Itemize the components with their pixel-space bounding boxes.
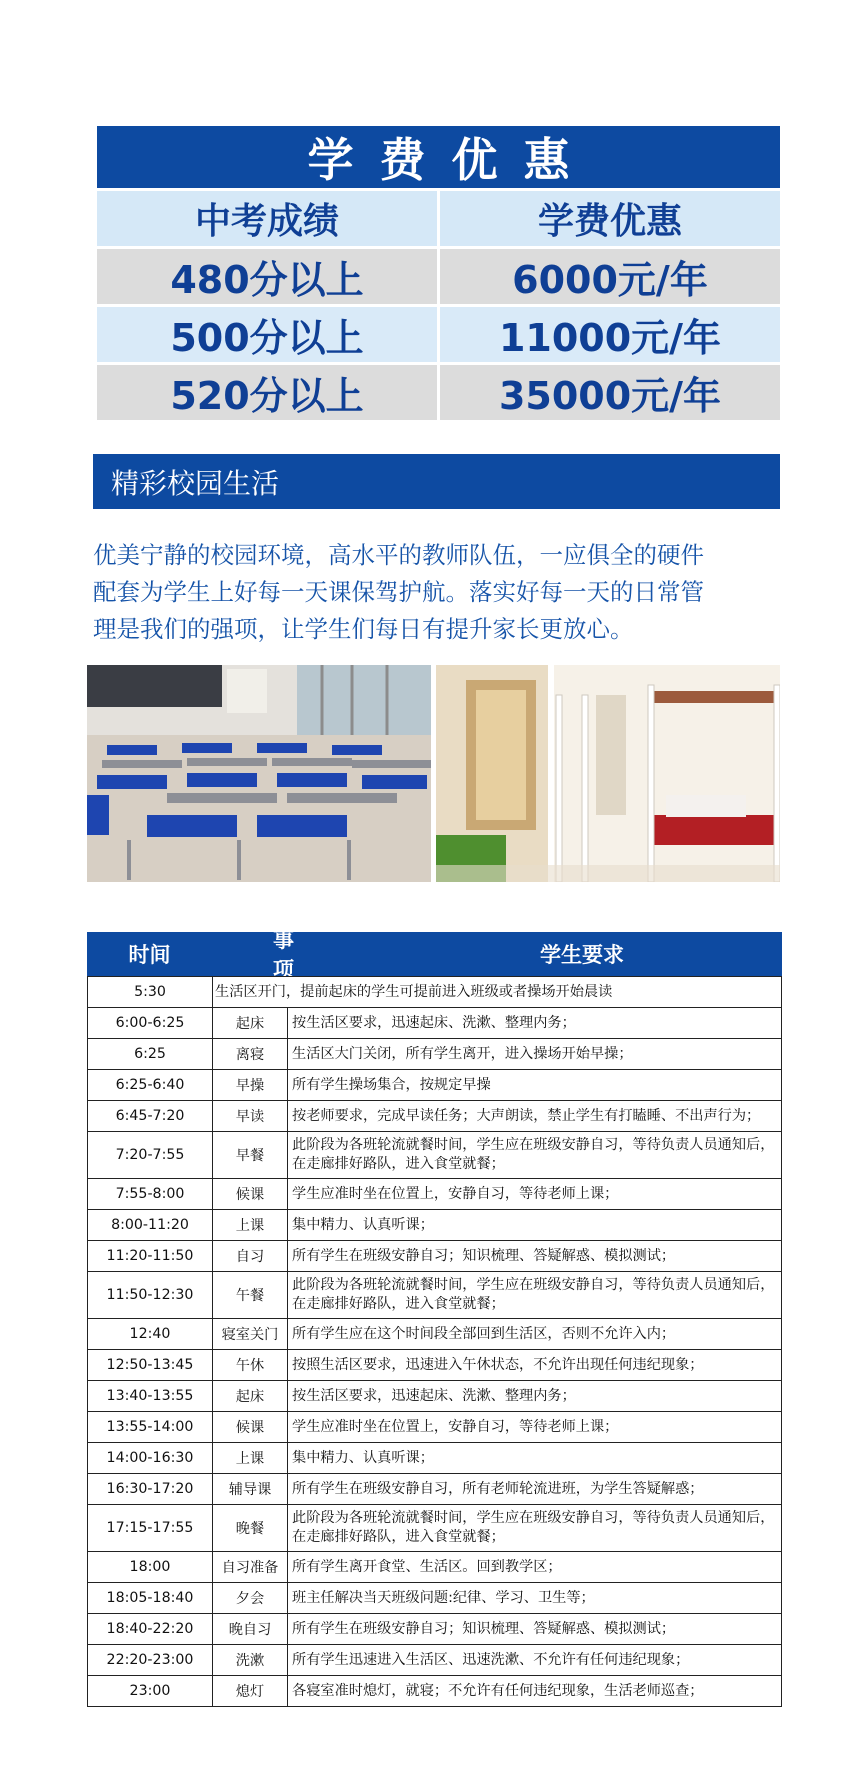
tuition-title: 学费优惠 [97,126,780,188]
schedule-requirement: 所有学生在班级安静自习，所有老师轮流进班，为学生答疑解惑； [288,1474,782,1505]
schedule-item: 洗漱 [213,1645,288,1676]
schedule-requirement: 按生活区要求，迅速起床、洗漱、整理内务； [288,1008,782,1039]
schedule-time: 5:30 [88,977,213,1008]
table-row [88,1474,782,1505]
schedule-time: 18:05-18:40 [88,1583,213,1614]
schedule-item: 辅导课 [213,1474,288,1505]
table-row [88,1505,782,1552]
schedule-table [87,976,782,1707]
schedule-time: 7:20-7:55 [88,1132,213,1179]
schedule-time: 12:50-13:45 [88,1350,213,1381]
table-row [88,1676,782,1707]
table-row [88,1132,782,1179]
schedule-header [87,928,782,982]
schedule-time: 13:55-14:00 [88,1412,213,1443]
table-row [88,1210,782,1241]
schedule-item: 离寝 [213,1039,288,1070]
schedule-item: 候课 [213,1179,288,1210]
table-row [88,1381,782,1412]
campus-description [93,537,793,648]
schedule-item: 起床 [213,1381,288,1412]
schedule-header-time: 时间 [128,943,171,967]
schedule-requirement: 集中精力、认真听课； [288,1443,782,1474]
schedule-time: 11:20-11:50 [88,1241,213,1272]
schedule-item: 上课 [213,1210,288,1241]
schedule-time: 13:40-13:55 [88,1381,213,1412]
schedule-requirement: 所有学生应在这个时间段全部回到生活区，否则不允许入内； [288,1319,782,1350]
schedule-time: 8:00-11:20 [88,1210,213,1241]
schedule-item: 起床 [213,1008,288,1039]
campus-life-banner: 精彩校园生活 [93,454,780,509]
campus-desc-line: 配套为学生上好每一天课保驾护航。落实好每一天的日常管 [93,578,704,606]
schedule-time: 6:45-7:20 [88,1101,213,1132]
schedule-item: 寝室关门 [213,1319,288,1350]
schedule-requirement: 此阶段为各班轮流就餐时间，学生应在班级安静自习，等待负责人员通知后，在走廊排好路队，进入食堂就餐； [288,1505,782,1552]
table-row [88,1319,782,1350]
schedule-requirement: 按照生活区要求，迅速进入午休状态，不允许出现任何违纪现象； [288,1350,782,1381]
tuition-score: 520分以上 [97,365,437,420]
schedule-time: 18:40-22:20 [88,1614,213,1645]
schedule-item: 午休 [213,1350,288,1381]
table-row [88,1645,782,1676]
table-row [88,1070,782,1101]
table-row [88,1101,782,1132]
tuition-row [97,307,780,362]
table-row [88,1614,782,1645]
schedule-time: 6:25-6:40 [88,1070,213,1101]
tuition-row [97,365,780,420]
schedule-requirement: 此阶段为各班轮流就餐时间，学生应在班级安静自习，等待负责人员通知后，在走廊排好路队，进入食堂就餐； [288,1132,782,1179]
table-row [88,1552,782,1583]
schedule-item: 自习 [213,1241,288,1272]
schedule-item: 晚自习 [213,1614,288,1645]
schedule-requirement: 所有学生在班级安静自习；知识梳理、答疑解惑、模拟测试； [288,1614,782,1645]
schedule-item: 早餐 [213,1132,288,1179]
schedule-time: 14:00-16:30 [88,1443,213,1474]
table-row [88,977,782,1008]
tuition-header-score: 中考成绩 [97,191,437,246]
schedule-requirement: 所有学生离开食堂、生活区。回到教学区； [288,1552,782,1583]
tuition-price: 35000元/年 [440,365,780,420]
schedule-requirement: 所有学生迅速进入生活区、迅速洗漱、不允许有任何违纪现象； [288,1645,782,1676]
schedule-time: 18:00 [88,1552,213,1583]
schedule-header-requirement: 学生要求 [540,943,624,967]
tuition-price: 11000元/年 [440,307,780,362]
table-row [88,1583,782,1614]
schedule-item: 午餐 [213,1272,288,1319]
tuition-table [97,126,780,420]
schedule-requirement: 此阶段为各班轮流就餐时间，学生应在班级安静自习，等待负责人员通知后，在走廊排好路队，进入食堂就餐； [288,1272,782,1319]
tuition-score: 480分以上 [97,249,437,304]
schedule-item: 熄灯 [213,1676,288,1707]
schedule-time: 16:30-17:20 [88,1474,213,1505]
schedule-time: 23:00 [88,1676,213,1707]
schedule-item: 自习准备 [213,1552,288,1583]
dormitory-photo [436,665,780,882]
schedule-requirement: 所有学生在班级安静自习；知识梳理、答疑解惑、模拟测试； [288,1241,782,1272]
classroom-photo [87,665,431,882]
schedule-item: 候课 [213,1412,288,1443]
schedule-requirement: 按老师要求，完成早读任务；大声朗读，禁止学生有打瞌睡、不出声行为； [288,1101,782,1132]
schedule-requirement: 学生应准时坐在位置上，安静自习，等待老师上课； [288,1179,782,1210]
table-row [88,1350,782,1381]
schedule-time: 12:40 [88,1319,213,1350]
tuition-score: 500分以上 [97,307,437,362]
schedule-item: 早读 [213,1101,288,1132]
schedule-time: 7:55-8:00 [88,1179,213,1210]
table-row [88,1412,782,1443]
schedule-time: 11:50-12:30 [88,1272,213,1319]
table-row [88,1008,782,1039]
schedule-requirement: 所有学生操场集合，按规定早操 [288,1070,782,1101]
schedule-requirement: 学生应准时坐在位置上，安静自习，等待老师上课； [288,1412,782,1443]
table-row [88,1443,782,1474]
tuition-header-discount: 学费优惠 [440,191,780,246]
schedule-time: 22:20-23:00 [88,1645,213,1676]
schedule-requirement: 生活区大门关闭，所有学生离开，进入操场开始早操； [288,1039,782,1070]
schedule-item: 夕会 [213,1583,288,1614]
schedule-requirement: 各寝室准时熄灯，就寝；不允许有任何违纪现象，生活老师巡查； [288,1676,782,1707]
schedule-requirement: 按生活区要求，迅速起床、洗漱、整理内务； [288,1381,782,1412]
table-row [88,1241,782,1272]
schedule-time: 6:00-6:25 [88,1008,213,1039]
table-row [88,1179,782,1210]
schedule-item: 晚餐 [213,1505,288,1552]
schedule-time: 17:15-17:55 [88,1505,213,1552]
tuition-row [97,249,780,304]
tuition-header-row [97,191,780,246]
schedule-header-item: 事项 [273,928,294,982]
campus-desc-line: 理是我们的强项，让学生们每日有提升家长更放心。 [93,615,634,643]
tuition-price: 6000元/年 [440,249,780,304]
schedule-item: 早操 [213,1070,288,1101]
table-row [88,1039,782,1070]
schedule-item: 上课 [213,1443,288,1474]
schedule-requirement: 集中精力、认真听课； [288,1210,782,1241]
table-row [88,1272,782,1319]
schedule-requirement: 班主任解决当天班级问题:纪律、学习、卫生等； [288,1583,782,1614]
schedule-time: 6:25 [88,1039,213,1070]
schedule-requirement: 生活区开门，提前起床的学生可提前进入班级或者操场开始晨读 [213,977,782,1008]
campus-desc-line: 优美宁静的校园环境，高水平的教师队伍，一应俱全的硬件 [93,541,704,569]
